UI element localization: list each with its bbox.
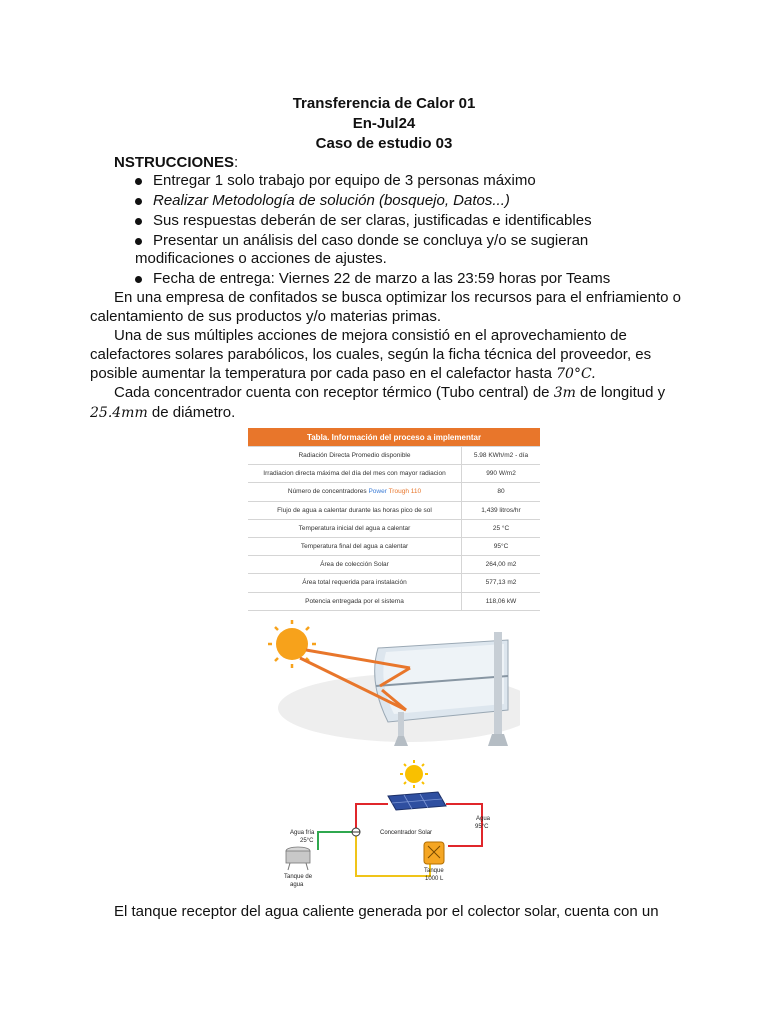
cold-water-temp: 25°C (300, 838, 314, 844)
paragraph-2-line-2: calefactores solares parabólicos, los cuales, según la ficha técnica del proveedor, es (90, 346, 652, 363)
temperature-value: 70°C. (556, 366, 596, 382)
table-cell-value: 1,439 litros/hr (462, 501, 541, 519)
table-cell-value: 990 W/m2 (462, 465, 541, 483)
instructions-heading-text: NSTRUCCIONES (114, 154, 235, 171)
table-cell-label (248, 483, 462, 501)
label-model: Trough 110 (388, 488, 422, 496)
process-diagram (270, 758, 500, 894)
table-cell-value: 264,00 m2 (462, 556, 541, 574)
paragraph-1-line-1: En una empresa de confitados se busca optimizar los recursos para el enfriamiento o (114, 289, 681, 306)
pipe-cold (318, 832, 356, 850)
label-part: Número de concentradores (287, 488, 369, 496)
table-row (248, 556, 540, 574)
instructions-list (0, 172, 768, 290)
pump-icon (352, 828, 360, 836)
table-cell-value: 577,13 m2 (462, 574, 541, 592)
sun-icon (400, 760, 428, 788)
concentrator-label: Concentrador Solar (380, 830, 433, 836)
paragraph-1-line-2: calentamiento de sus productos y/o materias primas. (90, 308, 441, 325)
table-cell-value: 80 (462, 483, 541, 501)
title-block (0, 94, 768, 154)
paragraph-2-text: posible aumentar la temperatura por cada paso en el calefactor hasta (90, 365, 552, 382)
storage-tank-icon (424, 842, 444, 864)
table-row (248, 574, 540, 592)
table-cell-value: 25 °C (462, 519, 541, 537)
table-row (248, 483, 540, 501)
table-cell-label: Irradiacion directa máxima del día del mes con mayor radiacion (248, 465, 462, 483)
tank-water-label-a: Tanque de (284, 874, 313, 880)
table-cell-value: 5.98 KWh/m2 - día (462, 447, 541, 465)
list-item: Sus respuestas deberán de ser claras, justificadas e identificables (0, 212, 768, 230)
table-row (248, 465, 540, 483)
paragraph-3-text-a: Cada concentrador cuenta con receptor térmico (Tubo central) de (114, 384, 550, 401)
tube-length: 3m (553, 385, 576, 401)
paragraph-2 (90, 326, 690, 384)
process-info-table (248, 428, 540, 611)
parabolic-trough-illustration (258, 612, 520, 752)
doc-case: Caso de estudio 03 (315, 135, 453, 152)
table-cell-label: Flujo de agua a calentar durante las horas pico de sol (248, 501, 462, 519)
pipes (318, 804, 482, 876)
paragraph-2-line-3 (90, 364, 690, 384)
hot-water-temp: 95°C (475, 824, 489, 830)
tank-water-label-b: agua (290, 882, 304, 888)
tank-label-a: Tanque (424, 868, 444, 874)
list-item-continuation: modificaciones o acciones de ajustes. (135, 250, 387, 267)
solar-concentrator-icon (388, 792, 446, 810)
pipe-return (356, 836, 430, 876)
table-cell-label: Área de colección Solar (248, 556, 462, 574)
table-cell-label: Potencia entregada por el sistema (248, 592, 462, 610)
doc-title: Transferencia de Calor 01 (292, 95, 476, 112)
table-row (248, 501, 540, 519)
doc-period: En-Jul24 (352, 115, 416, 132)
list-item: Realizar Metodología de solución (bosquejo, Datos...) (0, 192, 768, 210)
paragraph-1 (90, 288, 690, 326)
table-cell-label: Temperatura inicial del agua a calentar (248, 519, 462, 537)
water-tank-icon (286, 847, 310, 870)
pipe-hot-left (356, 804, 388, 828)
list-item: Fecha de entrega: Viernes 22 de marzo a las 23:59 horas por Teams (0, 270, 768, 288)
paragraph-3-line-2 (90, 403, 690, 423)
hot-water-label: Agua (476, 816, 491, 822)
table-title: Tabla. Información del proceso a implementar (248, 428, 540, 447)
table-cell-label: Radiación Directa Promedio disponible (248, 447, 462, 465)
paragraph-3-text-b: de longitud y (580, 384, 666, 401)
paragraph-3-text-c: de diámetro. (151, 404, 236, 421)
tube-diameter: 25.4mm (90, 405, 148, 421)
paragraph-2-line-1: Una de sus múltiples acciones de mejora consistió en el aprovechamiento de (114, 327, 627, 344)
paragraph-3-line-1 (90, 383, 690, 403)
table-row (248, 447, 540, 465)
paragraph-3 (90, 383, 690, 423)
table-row (248, 592, 540, 610)
closing-paragraph: El tanque receptor del agua caliente generada por el colector solar, cuenta con un (114, 903, 659, 920)
table-cell-label: Temperatura final del agua a calentar (248, 537, 462, 555)
table-cell-value: 118,06 kW (462, 592, 541, 610)
tank-label-b: 1000 L (425, 876, 444, 882)
list-item: Entregar 1 solo trabajo por equipo de 3 personas máximo (0, 172, 768, 190)
table-row (248, 537, 540, 555)
table-row (248, 519, 540, 537)
table-cell-value: 95°C (462, 537, 541, 555)
cold-water-label: Agua fría (290, 830, 315, 836)
list-item-text: Presentar un análisis del caso donde se concluya y/o se sugieran (153, 232, 589, 249)
list-item (0, 232, 768, 268)
instructions-heading (114, 154, 238, 172)
instructions-colon: : (234, 154, 239, 171)
table-cell-label: Área total requerida para instalación (248, 574, 462, 592)
label-brand: Power (368, 488, 389, 496)
